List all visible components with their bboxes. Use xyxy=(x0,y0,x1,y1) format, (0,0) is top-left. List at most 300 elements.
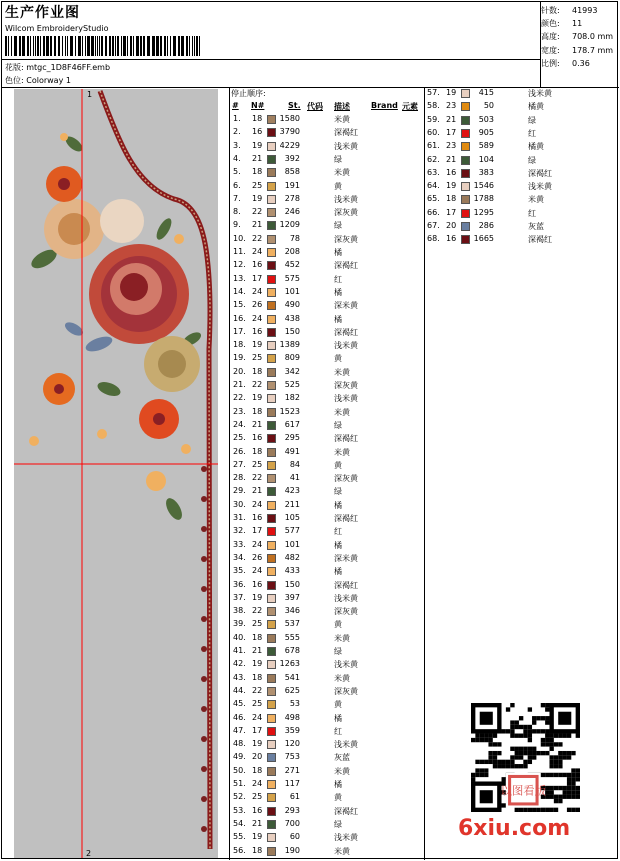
design-label: 花版: xyxy=(5,63,24,72)
stitch-count: 625 xyxy=(284,685,300,695)
stitch-count: 433 xyxy=(284,566,300,576)
needle-number: 25 xyxy=(252,459,263,469)
needle-number: 26 xyxy=(252,300,263,310)
color-description: 橘 xyxy=(334,780,342,789)
stop-number: 30. xyxy=(233,499,246,509)
stitch-count: 383 xyxy=(478,167,494,177)
stitch-count: 1263 xyxy=(279,659,300,669)
stitch-count: 120 xyxy=(284,739,300,749)
stop-number: 22. xyxy=(233,393,246,403)
stitch-count: 182 xyxy=(284,393,300,403)
color-description: 深灰黄 xyxy=(334,208,358,218)
needle-number: 19 xyxy=(252,393,263,403)
stop-number: 15. xyxy=(233,300,246,310)
color-description: 浅米黄 xyxy=(334,341,358,351)
needle-number: 22 xyxy=(252,380,263,389)
stitch-count: 190 xyxy=(284,845,300,855)
stitch-count: 617 xyxy=(284,419,300,429)
color-description: 米黄 xyxy=(334,633,350,643)
barcode xyxy=(5,36,201,56)
stitch-count: 78 xyxy=(289,233,300,243)
stop-number: 58. xyxy=(427,101,440,111)
stop-number: 26. xyxy=(233,446,246,456)
color-description: 橘 xyxy=(334,713,342,723)
color-description: 黄 xyxy=(334,354,342,364)
stat-row xyxy=(541,4,613,17)
stop-number: 34. xyxy=(233,552,246,562)
stitch-count: 392 xyxy=(284,153,300,163)
stop-number: 60. xyxy=(427,127,440,137)
needle-number: 20 xyxy=(252,752,263,762)
stat-value: 178.7 mm xyxy=(572,45,614,55)
color-description: 深灰黄 xyxy=(334,474,358,484)
color-description: 绿 xyxy=(334,487,342,497)
design-stats xyxy=(541,4,613,70)
color-description: 黄 xyxy=(334,181,342,191)
stop-sequence-label: 停止顺序: xyxy=(231,89,266,98)
stop-number: 9. xyxy=(233,220,241,230)
stitch-count: 1295 xyxy=(473,207,494,217)
needle-number: 19 xyxy=(252,832,263,842)
stitch-count: 41 xyxy=(289,473,300,483)
stop-number: 32. xyxy=(233,526,246,536)
stop-number: 3. xyxy=(233,140,241,150)
color-description: 黄 xyxy=(334,620,342,630)
stitch-count: 905 xyxy=(478,127,494,137)
col-header-n: N# xyxy=(251,101,265,110)
stop-number: 57. xyxy=(427,88,440,97)
stop-number: 42. xyxy=(233,659,246,669)
color-description: 深褐红 xyxy=(334,580,358,590)
stitch-count: 271 xyxy=(284,765,300,775)
stop-number: 51. xyxy=(233,779,246,788)
stitch-count: 858 xyxy=(284,167,300,177)
color-description: 红 xyxy=(334,274,342,284)
stop-number: 13. xyxy=(233,273,246,283)
stitch-count: 809 xyxy=(284,353,300,363)
color-description: 浅米黄 xyxy=(334,833,358,843)
stitch-count: 525 xyxy=(284,380,300,389)
color-description: 橘 xyxy=(334,248,342,257)
needle-number: 22 xyxy=(252,606,263,616)
needle-number: 18 xyxy=(252,446,263,456)
color-description: 橘 xyxy=(334,314,342,324)
stitch-count: 753 xyxy=(284,752,300,762)
needle-number: 23 xyxy=(446,141,457,151)
color-description: 橘 xyxy=(334,567,342,577)
page-title: 生产作业图 xyxy=(5,5,80,21)
stop-number: 14. xyxy=(233,286,246,296)
stitch-count: 293 xyxy=(284,805,300,815)
needle-number: 19 xyxy=(446,181,457,191)
stop-number: 54. xyxy=(233,818,246,828)
needle-number: 18 xyxy=(252,406,263,416)
needle-number: 24 xyxy=(252,499,263,509)
needle-number: 18 xyxy=(252,845,263,855)
stitch-count: 61 xyxy=(289,792,300,802)
stitch-count: 211 xyxy=(284,499,300,509)
needle-number: 24 xyxy=(252,539,263,549)
stitch-count: 452 xyxy=(284,260,300,270)
color-description: 深褐红 xyxy=(528,168,552,178)
color-description: 米黄 xyxy=(334,115,350,124)
color-description: 深褐红 xyxy=(334,327,358,337)
color-description: 浅米黄 xyxy=(334,660,358,670)
needle-number: 21 xyxy=(252,419,263,429)
color-description: 橘 xyxy=(334,540,342,550)
stitch-count: 191 xyxy=(284,180,300,190)
needle-number: 16 xyxy=(252,260,263,270)
stop-number: 1. xyxy=(233,114,241,123)
color-description: 深褐红 xyxy=(334,514,358,523)
stop-number: 4. xyxy=(233,153,241,163)
color-description: 米黄 xyxy=(334,447,350,457)
stop-number: 17. xyxy=(233,326,246,336)
stop-number: 53. xyxy=(233,805,246,815)
needle-number: 18 xyxy=(446,194,457,204)
stitch-count: 150 xyxy=(284,326,300,336)
needle-number: 21 xyxy=(446,154,457,164)
stop-number: 68. xyxy=(427,234,440,244)
stitch-count: 53 xyxy=(289,699,300,709)
stop-number: 25. xyxy=(233,433,246,443)
stop-number: 65. xyxy=(427,194,440,204)
stop-number: 50. xyxy=(233,765,246,775)
stitch-count: 346 xyxy=(284,606,300,616)
color-description: 红 xyxy=(528,128,536,138)
stop-number: 29. xyxy=(233,486,246,496)
needle-number: 16 xyxy=(252,433,263,443)
color-description: 橘黄 xyxy=(528,142,544,152)
stop-number: 47. xyxy=(233,725,246,735)
needle-number: 16 xyxy=(252,127,263,137)
stitch-count: 1788 xyxy=(473,194,494,204)
stitch-count: 555 xyxy=(284,632,300,642)
color-description: 浅米黄 xyxy=(528,89,552,98)
color-description: 黄 xyxy=(334,700,342,710)
stop-number: 45. xyxy=(233,699,246,709)
stitch-count: 423 xyxy=(284,486,300,496)
stitch-count: 1546 xyxy=(473,181,494,191)
design-name: mtgc_1D8F46FF.emb xyxy=(26,63,111,72)
color-description: 米黄 xyxy=(334,407,350,417)
stitch-count: 104 xyxy=(478,154,494,164)
color-description: 浅米黄 xyxy=(334,194,358,204)
end-marker: 2 xyxy=(86,849,92,858)
col-header-brand: Brand xyxy=(371,101,398,110)
stat-label: 针数: xyxy=(541,6,560,15)
stitch-count: 575 xyxy=(284,273,300,283)
needle-number: 19 xyxy=(252,140,263,150)
col-header-st: St. xyxy=(288,101,301,110)
stitch-count: 415 xyxy=(478,88,494,97)
color-description: 深褐红 xyxy=(334,261,358,271)
color-description: 绿 xyxy=(528,155,536,165)
color-description: 深灰黄 xyxy=(334,381,358,390)
needle-number: 24 xyxy=(252,566,263,576)
stop-number: 44. xyxy=(233,685,246,695)
stitch-count: 1389 xyxy=(279,340,300,350)
stop-number: 48. xyxy=(233,739,246,749)
stop-number: 49. xyxy=(233,752,246,762)
color-description: 浅米黄 xyxy=(334,141,358,151)
stitch-count: 105 xyxy=(284,513,300,522)
stitch-count: 50 xyxy=(483,101,494,111)
needle-number: 24 xyxy=(252,313,263,323)
needle-number: 25 xyxy=(252,699,263,709)
preview-divider xyxy=(229,87,230,860)
needle-number: 21 xyxy=(252,153,263,163)
color-description: 绿 xyxy=(334,154,342,164)
needle-number: 25 xyxy=(252,353,263,363)
stop-number: 61. xyxy=(427,141,440,151)
stop-number: 46. xyxy=(233,712,246,722)
color-description: 米黄 xyxy=(528,195,544,205)
needle-number: 19 xyxy=(252,340,263,350)
stitch-count: 700 xyxy=(284,818,300,828)
stitch-count: 3790 xyxy=(279,127,300,137)
stop-number: 66. xyxy=(427,207,440,217)
color-description: 米黄 xyxy=(334,673,350,683)
needle-number: 20 xyxy=(446,221,457,230)
color-description: 橘 xyxy=(334,500,342,510)
stitch-count: 537 xyxy=(284,619,300,629)
needle-number: 16 xyxy=(252,326,263,336)
stitch-count: 438 xyxy=(284,313,300,323)
color-description: 米黄 xyxy=(334,367,350,377)
stitch-count: 503 xyxy=(478,114,494,124)
colorway-label: 色位: xyxy=(5,76,24,85)
stitch-count: 117 xyxy=(284,779,300,788)
needle-number: 22 xyxy=(252,233,263,243)
color-description: 红 xyxy=(334,726,342,736)
stop-number: 37. xyxy=(233,592,246,602)
needle-number: 21 xyxy=(252,220,263,230)
header-divider xyxy=(2,59,540,60)
embroidery-preview xyxy=(14,89,218,858)
needle-number: 17 xyxy=(446,207,457,217)
color-description: 深褐红 xyxy=(334,806,358,816)
needle-number: 24 xyxy=(252,712,263,722)
col-header-desc: 描述 xyxy=(334,102,350,111)
colorway-row xyxy=(5,75,71,86)
stat-row xyxy=(541,57,613,70)
stitch-count: 101 xyxy=(284,286,300,296)
qr-logo-text: 以图看版 xyxy=(500,783,546,798)
color-description: 橘 xyxy=(334,287,342,297)
stop-number: 56. xyxy=(233,845,246,855)
needle-number: 17 xyxy=(446,127,457,137)
stitch-count: 541 xyxy=(284,672,300,682)
needle-number: 18 xyxy=(252,672,263,682)
stitch-count: 482 xyxy=(284,552,300,562)
col-header-element: 元素 xyxy=(402,102,418,111)
table-divider xyxy=(424,87,425,860)
color-description: 米黄 xyxy=(334,766,350,776)
stop-number: 6. xyxy=(233,180,241,190)
stat-value: 11 xyxy=(572,19,583,29)
content-divider xyxy=(2,87,619,88)
stop-number: 18. xyxy=(233,340,246,350)
color-description: 浅米黄 xyxy=(334,394,358,404)
needle-number: 19 xyxy=(252,739,263,749)
needle-number: 16 xyxy=(252,579,263,589)
stitch-count: 101 xyxy=(284,539,300,549)
stop-number: 24. xyxy=(233,419,246,429)
stop-number: 21. xyxy=(233,380,246,389)
color-description: 米黄 xyxy=(334,168,350,178)
stitch-count: 577 xyxy=(284,526,300,536)
color-description: 绿 xyxy=(334,221,342,231)
needle-number: 24 xyxy=(252,779,263,788)
needle-number: 21 xyxy=(252,818,263,828)
color-description: 浅米黄 xyxy=(334,593,358,603)
stop-number: 64. xyxy=(427,181,440,191)
color-description: 绿 xyxy=(334,420,342,430)
color-description: 深米黄 xyxy=(334,301,358,311)
needle-number: 24 xyxy=(252,286,263,296)
stitch-count: 1523 xyxy=(279,406,300,416)
color-description: 深褐红 xyxy=(334,434,358,444)
stitch-count: 491 xyxy=(284,446,300,456)
stop-number: 7. xyxy=(233,193,241,203)
stop-number: 67. xyxy=(427,221,440,230)
stitch-count: 1665 xyxy=(473,234,494,244)
color-description: 黄 xyxy=(334,460,342,470)
color-description: 灰蓝 xyxy=(334,753,350,763)
start-marker: 1 xyxy=(87,90,93,99)
needle-number: 22 xyxy=(252,473,263,483)
color-description: 深褐红 xyxy=(528,235,552,245)
needle-number: 22 xyxy=(252,685,263,695)
stat-row xyxy=(541,17,613,30)
stop-number: 19. xyxy=(233,353,246,363)
stop-number: 10. xyxy=(233,233,246,243)
color-description: 绿 xyxy=(528,115,536,125)
qr-code xyxy=(471,703,580,812)
stat-value: 41993 xyxy=(572,6,598,15)
stop-number: 16. xyxy=(233,313,246,323)
stitch-count: 678 xyxy=(284,646,300,655)
stop-number: 40. xyxy=(233,632,246,642)
needle-number: 16 xyxy=(252,513,263,522)
needle-number: 25 xyxy=(252,619,263,629)
color-description: 绿 xyxy=(334,647,342,656)
needle-number: 21 xyxy=(252,646,263,655)
needle-number: 25 xyxy=(252,792,263,802)
stitch-count: 1580 xyxy=(279,114,300,123)
stitch-count: 286 xyxy=(478,221,494,230)
stop-number: 23. xyxy=(233,406,246,416)
needle-number: 18 xyxy=(252,114,263,123)
colorway-name: Colorway 1 xyxy=(26,76,71,85)
stop-number: 41. xyxy=(233,646,246,655)
color-description: 绿 xyxy=(334,819,342,829)
col-header-num: # xyxy=(232,101,239,110)
color-description: 米黄 xyxy=(334,846,350,856)
stitch-count: 589 xyxy=(478,141,494,151)
color-description: 深米黄 xyxy=(334,553,358,563)
needle-number: 17 xyxy=(252,725,263,735)
needle-number: 18 xyxy=(252,765,263,775)
stitch-count: 4229 xyxy=(279,140,300,150)
needle-number: 23 xyxy=(446,101,457,111)
needle-number: 19 xyxy=(446,88,457,97)
stat-value: 0.36 xyxy=(572,58,590,68)
watermark-text: 6xiu.com xyxy=(458,816,571,841)
stitch-count: 246 xyxy=(284,207,300,217)
needle-number: 16 xyxy=(446,234,457,244)
stop-number: 12. xyxy=(233,260,246,270)
needle-number: 24 xyxy=(252,247,263,256)
edge-scallops xyxy=(201,466,207,832)
stop-number: 5. xyxy=(233,167,241,177)
stat-label: 高度: xyxy=(541,32,560,42)
embroidery-design xyxy=(14,89,218,858)
needle-number: 19 xyxy=(252,592,263,602)
stop-number: 43. xyxy=(233,672,246,682)
stop-number: 33. xyxy=(233,539,246,549)
color-description: 深灰黄 xyxy=(334,686,358,696)
needle-number: 18 xyxy=(252,366,263,376)
rose-large xyxy=(89,244,189,344)
color-description: 红 xyxy=(334,527,342,537)
stop-number: 36. xyxy=(233,579,246,589)
stop-number: 11. xyxy=(233,247,246,256)
needle-number: 17 xyxy=(252,273,263,283)
needle-number: 22 xyxy=(252,207,263,217)
color-description: 深灰黄 xyxy=(334,234,358,244)
stitch-count: 150 xyxy=(284,579,300,589)
stop-number: 52. xyxy=(233,792,246,802)
needle-number: 16 xyxy=(252,805,263,815)
stat-row xyxy=(541,30,613,43)
stitch-count: 359 xyxy=(284,725,300,735)
stop-number: 8. xyxy=(233,207,241,217)
stop-number: 27. xyxy=(233,459,246,469)
stop-number: 62. xyxy=(427,154,440,164)
stitch-count: 490 xyxy=(284,300,300,310)
color-description: 橘黄 xyxy=(528,102,544,112)
stitch-count: 342 xyxy=(284,366,300,376)
needle-number: 19 xyxy=(252,193,263,203)
stop-number: 31. xyxy=(233,513,246,522)
stitch-count: 84 xyxy=(289,459,300,469)
needle-number: 16 xyxy=(446,167,457,177)
stat-label: 颜色: xyxy=(541,19,560,29)
color-description: 灰蓝 xyxy=(528,222,544,231)
needle-number: 18 xyxy=(252,167,263,177)
stitch-count: 295 xyxy=(284,433,300,443)
needle-number: 21 xyxy=(446,114,457,124)
stitch-count: 397 xyxy=(284,592,300,602)
color-description: 浅米黄 xyxy=(528,182,552,192)
color-description: 深灰黄 xyxy=(334,607,358,617)
needle-number: 19 xyxy=(252,659,263,669)
stop-number: 2. xyxy=(233,127,241,137)
color-description: 红 xyxy=(528,208,536,218)
color-description: 深褐红 xyxy=(334,128,358,138)
needle-number: 26 xyxy=(252,552,263,562)
needle-number: 18 xyxy=(252,632,263,642)
software-name: Wilcom EmbroideryStudio xyxy=(5,24,109,33)
design-name-row xyxy=(5,62,110,73)
stop-number: 20. xyxy=(233,366,246,376)
stat-value: 708.0 mm xyxy=(572,32,614,42)
stat-label: 宽度: xyxy=(541,45,560,55)
stitch-count: 60 xyxy=(289,832,300,842)
stop-number: 38. xyxy=(233,606,246,616)
